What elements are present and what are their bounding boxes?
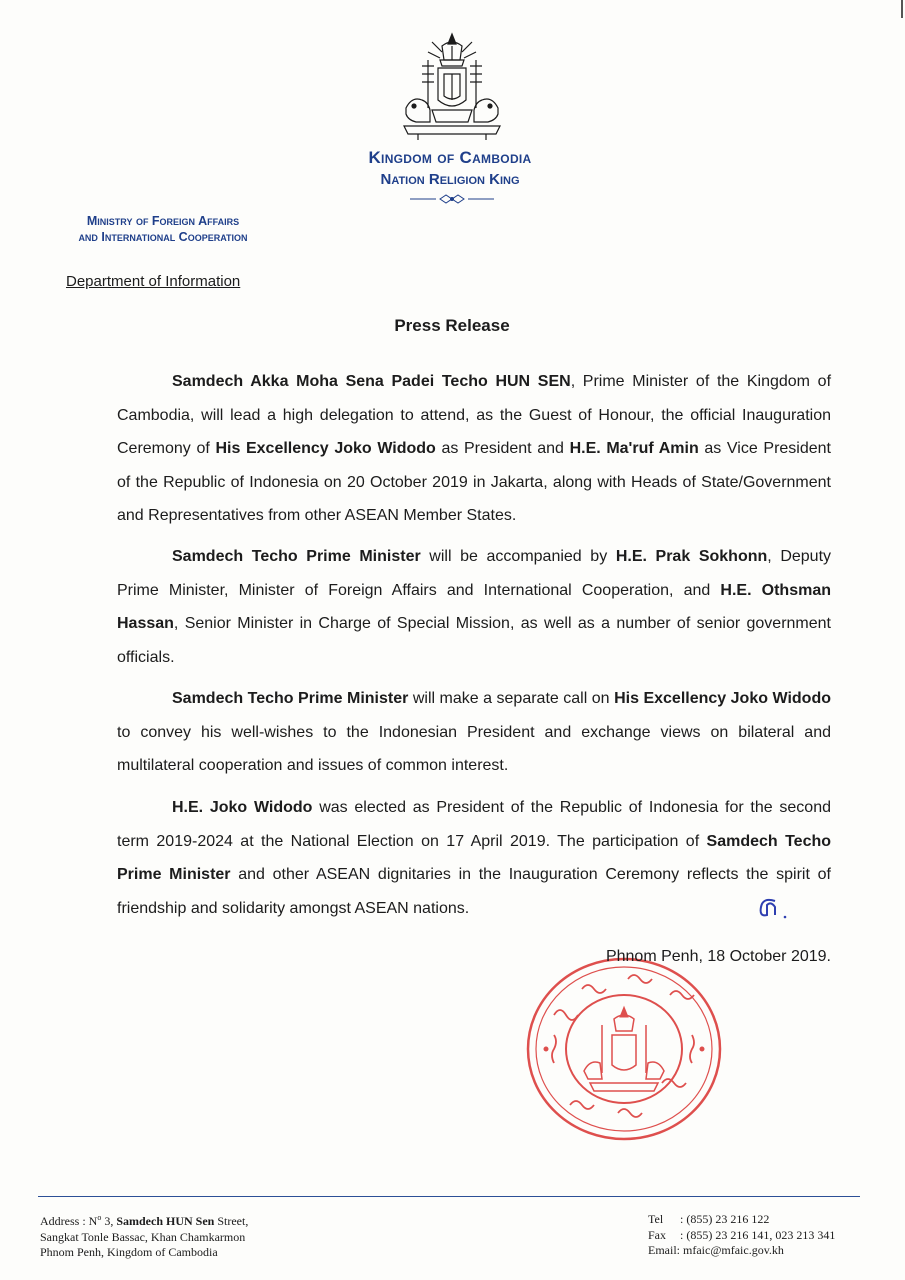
address-number-sign: o <box>97 1213 102 1222</box>
press-release-title: Press Release <box>394 316 510 335</box>
address-label: Address : N <box>40 1214 98 1228</box>
kingdom-title: Kingdom of Cambodia <box>368 148 532 167</box>
tel-label: Tel <box>648 1212 664 1226</box>
paragraph-text: as Vice President of the Republic of Indonesia on 20 October 2019 in Jakarta, along with Heads of State/Government and Representatives from other ASEAN Member States. <box>117 440 831 524</box>
footer-divider <box>38 1196 860 1197</box>
paragraph-text: as President and <box>435 440 570 457</box>
paragraph-text: to convey his well-wishes to the Indonesian President and exchange views on bilateral and multilateral cooperation and issues of common interest. <box>117 723 831 774</box>
paragraph-text: , Senior Minister in Charge of Special Mission, as well as a number of senior government officials. <box>117 615 831 666</box>
emphasized-name: H.E. Joko Widodo <box>172 799 313 816</box>
emphasized-name: Samdech Akka Moha Sena Padei Techo HUN SEN <box>172 373 571 390</box>
date-line: Phnom Penh, 18 October 2019. <box>605 948 831 965</box>
address-number: 3, <box>101 1214 117 1228</box>
contact-fax <box>648 1228 835 1244</box>
footer-contact <box>648 1212 835 1259</box>
department-heading: Department of Information <box>66 273 241 290</box>
paragraph-text: will be accompanied by <box>420 548 616 565</box>
emphasized-name: His Excellency Joko Widodo <box>215 440 436 457</box>
email-label: Email <box>648 1243 677 1257</box>
address-line-1 <box>40 1210 248 1230</box>
national-motto: Nation Religion King <box>380 171 520 188</box>
tel-value: : (855) 23 216 122 <box>680 1212 770 1226</box>
paragraph <box>117 791 831 925</box>
paragraph <box>117 682 831 783</box>
address-street-name: Samdech HUN Sen <box>116 1214 215 1228</box>
email-value: : mfaic@mfaic.gov.kh <box>676 1243 784 1257</box>
paragraph <box>117 365 831 533</box>
ministry-name <box>38 213 288 245</box>
contact-tel <box>648 1212 835 1228</box>
paragraph-text: , Deputy Prime Minister, Minister of Foreign Affairs and International Cooperation, and <box>117 548 832 599</box>
paragraph-text: will make a separate call on <box>408 690 615 707</box>
contact-email <box>648 1243 835 1259</box>
emphasized-name: His Excellency Joko Widodo <box>614 690 831 707</box>
address-line-3: Phnom Penh, Kingdom of Cambodia <box>40 1245 218 1259</box>
scan-edge-mark <box>901 0 903 18</box>
address-street-suffix: Street, <box>214 1214 249 1228</box>
emphasized-name: Samdech Techo Prime Minister <box>117 832 832 883</box>
ministry-line-1: Ministry of Foreign Affairs <box>86 214 240 228</box>
ministry-line-2: and International Cooperation <box>78 230 248 244</box>
fax-value: : (855) 23 216 141, 023 213 341 <box>680 1227 836 1242</box>
emphasized-name: Samdech Techo Prime Minister <box>172 548 421 565</box>
paragraph <box>117 540 831 674</box>
emphasized-name: H.E. Othsman Hassan <box>117 581 832 632</box>
address-line-2: Sangkat Tonle Bassac, Khan Chamkarmon <box>40 1229 246 1244</box>
paragraph-text: was elected as President of the Republic of Indonesia for the second term 2019-2024 at the National Election on 17 April 2019. The participation of <box>117 799 831 850</box>
official-seal-stamp <box>524 955 724 1143</box>
ornament-divider-icon <box>410 192 494 206</box>
emphasized-name: H.E. Ma'ruf Amin <box>569 440 699 457</box>
royal-coat-of-arms-emblem <box>398 30 506 142</box>
fax-label: Fax <box>648 1227 666 1242</box>
paragraph-text: and other ASEAN dignitaries in the Inauguration Ceremony reflects the spirit of friendship and solidarity amongst ASEAN nations. <box>117 866 831 917</box>
paragraph-text: , Prime Minister of the Kingdom of Cambodia, will lead a high delegation to attend, as the Guest of Honour, the official Inauguration Ceremony of <box>117 373 832 457</box>
handwritten-initials <box>757 895 789 921</box>
emphasized-name: H.E. Prak Sokhonn <box>615 548 768 565</box>
footer-address <box>40 1210 248 1261</box>
emphasized-name: Samdech Techo Prime Minister <box>172 690 409 707</box>
